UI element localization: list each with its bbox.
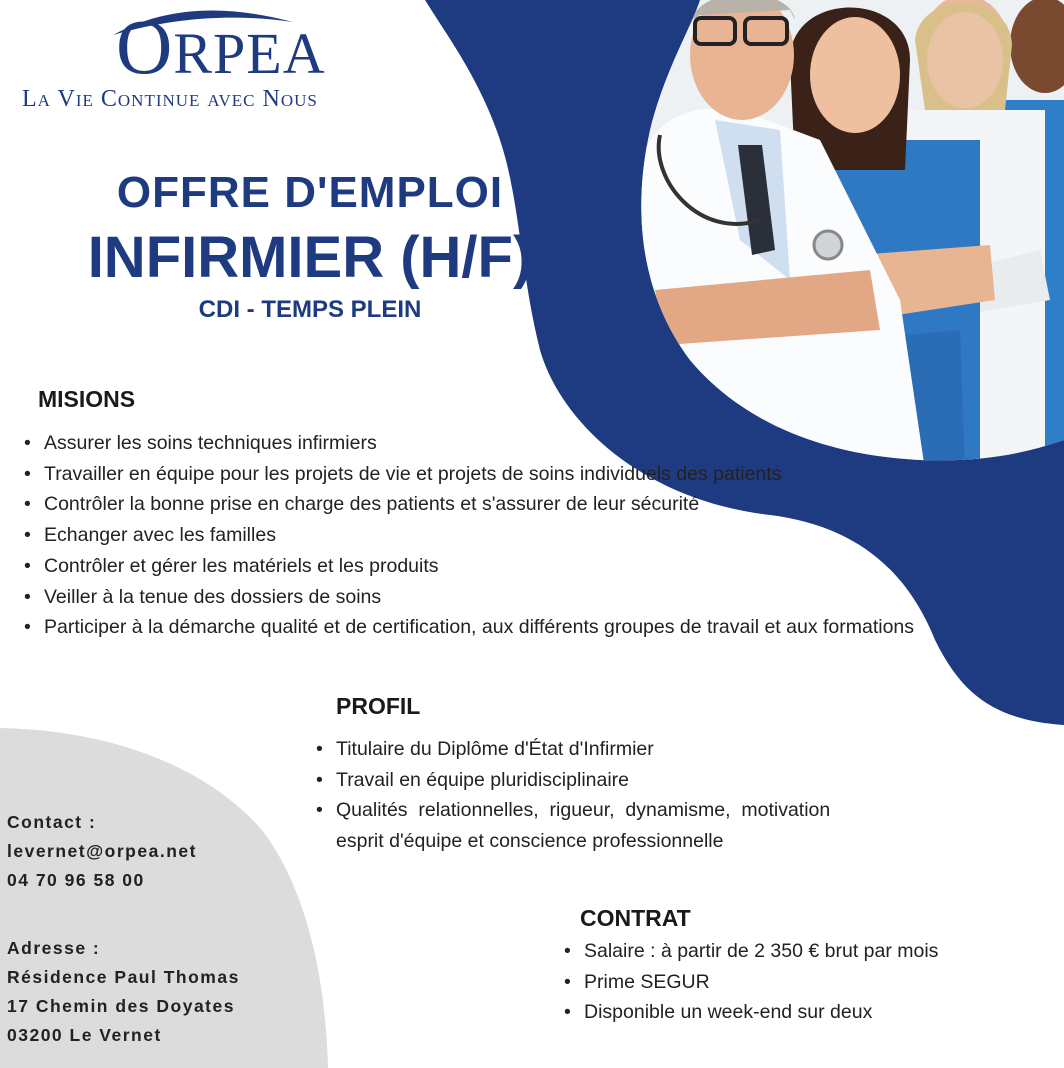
logo-tagline: La Vie Continue avec Nous — [22, 86, 318, 112]
list-item: • Echanger avec les familles — [22, 520, 914, 551]
contact-phone[interactable]: 04 70 96 58 00 — [7, 870, 145, 890]
address-line-1: Résidence Paul Thomas — [7, 967, 240, 987]
missions-title: MISIONS — [38, 386, 136, 412]
contrat-title: CONTRAT — [580, 905, 691, 931]
contact-block — [7, 808, 197, 895]
address-label: Adresse : — [7, 938, 101, 958]
logo-wordmark: ORPEA — [116, 3, 326, 90]
missions-list — [22, 428, 914, 643]
profil-list — [314, 734, 830, 857]
contrat-list — [562, 936, 938, 1028]
list-item: • Titulaire du Diplôme d'État d'Infirmier — [314, 734, 830, 765]
list-item: • Prime SEGUR — [562, 967, 938, 998]
list-item: • Contrôler la bonne prise en charge des patients et s'assurer de leur sécurité — [22, 489, 914, 520]
list-item-continuation: esprit d'équipe et conscience professionnelle — [336, 830, 724, 853]
contact-email[interactable]: levernet@orpea.net — [7, 841, 197, 861]
list-item: • Travailler en équipe pour les projets de vie et projets de soins individuels des patients — [22, 459, 914, 490]
list-item: • Contrôler et gérer les matériels et les produits — [22, 551, 914, 582]
list-item: • Disponible un week-end sur deux — [562, 997, 938, 1028]
job-position-title: INFIRMIER (H/F) — [87, 225, 533, 290]
orpea-logo — [20, 3, 366, 114]
list-item: • Participer à la démarche qualité et de certification, aux différents groupes de travail et aux formations — [22, 612, 914, 643]
job-offer-title: OFFRE D'EMPLOI — [116, 168, 504, 217]
contact-label: Contact : — [7, 812, 97, 832]
profil-title: PROFIL — [336, 693, 421, 719]
list-item: • Veiller à la tenue des dossiers de soins — [22, 582, 914, 613]
address-block — [7, 934, 240, 1050]
list-item: • Qualités relationnelles, rigueur, dynamisme, motivation — [314, 795, 830, 826]
address-line-3: 03200 Le Vernet — [7, 1025, 162, 1045]
list-item: • Salaire : à partir de 2 350 € brut par mois — [562, 936, 938, 967]
contract-type-subtitle: CDI - TEMPS PLEIN — [198, 296, 422, 323]
list-item: • Assurer les soins techniques infirmiers — [22, 428, 914, 459]
address-line-2: 17 Chemin des Doyates — [7, 996, 235, 1016]
list-item: • Travail en équipe pluridisciplinaire — [314, 765, 830, 796]
